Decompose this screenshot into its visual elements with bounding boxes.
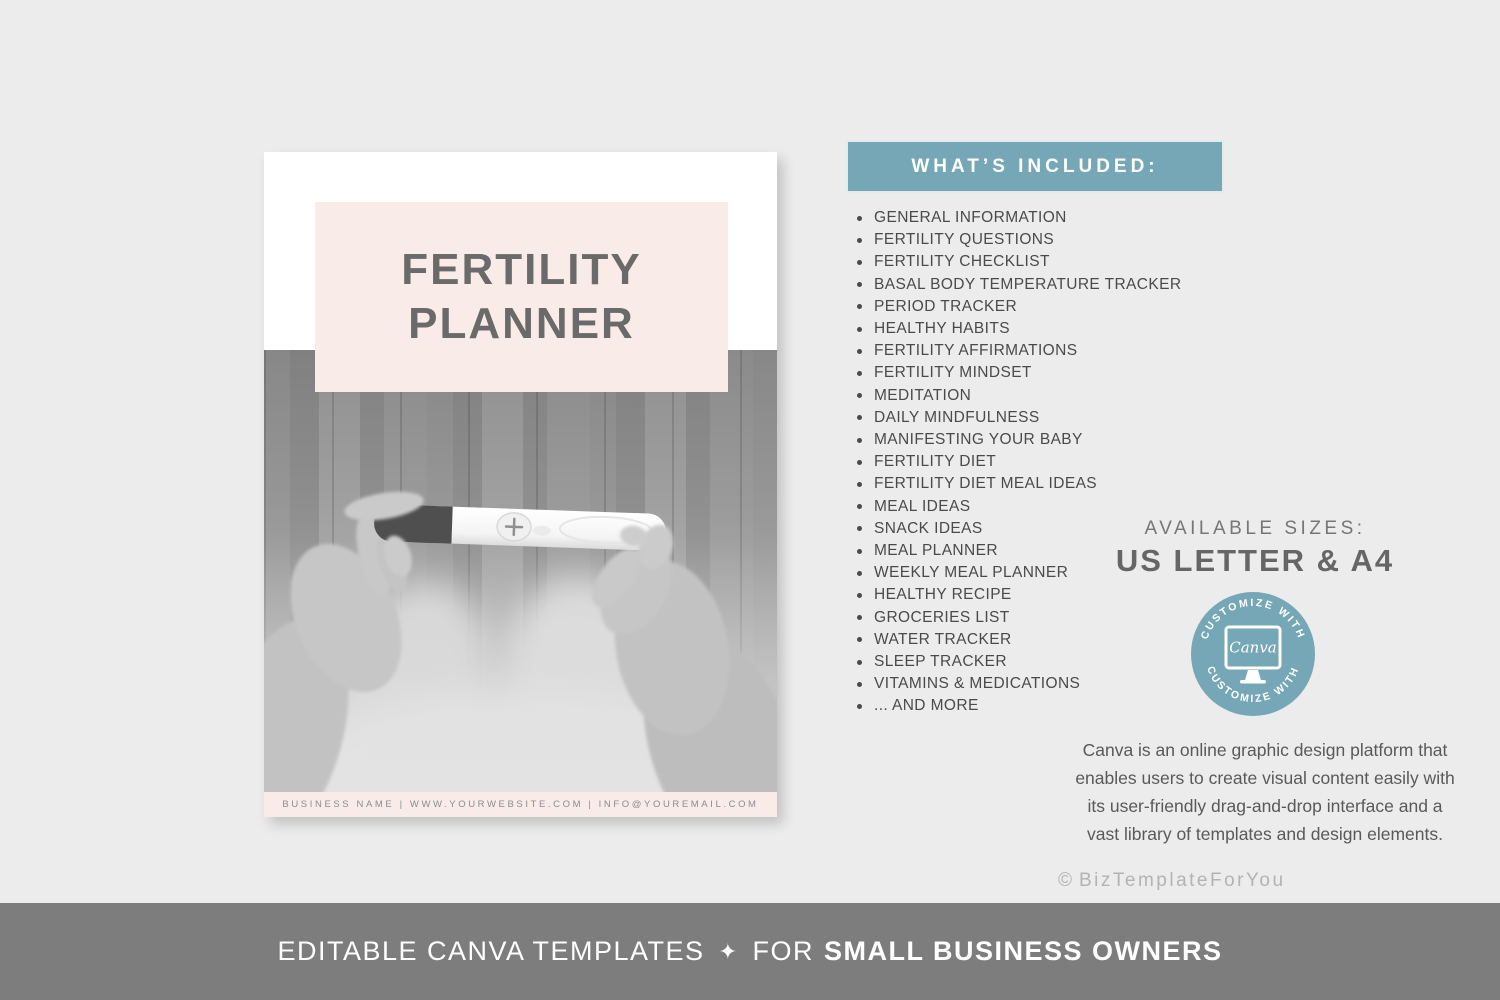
page-footer-bar — [0, 903, 1500, 1000]
cover-footer: BUSINESS NAME | WWW.YOURWEBSITE.COM | INFO@YOUREMAIL.COM — [264, 792, 777, 817]
cover-title-line1: FERTILITY — [401, 245, 642, 294]
planner-cover-mockup — [264, 152, 777, 817]
copyright-icon: © — [1058, 870, 1073, 891]
included-item: ... AND MORE — [857, 695, 1257, 717]
included-item: GROCERIES LIST — [857, 607, 1257, 629]
hands-pregnancy-test-illustration — [264, 350, 777, 792]
included-item: VITAMINS & MEDICATIONS — [857, 673, 1257, 695]
customize-with-canva-badge — [1191, 592, 1315, 716]
canva-description: Canva is an online graphic design platform that enables users to create visual content easily with its user-friendly drag-and-drop interface and a vast library of templates and design elements. — [1075, 740, 1455, 844]
included-item: FERTILITY DIET MEAL IDEAS — [857, 473, 1257, 495]
available-sizes-label: AVAILABLE SIZES: — [1144, 518, 1366, 539]
cover-photo — [264, 350, 777, 792]
badge-brand: Canva — [1229, 638, 1277, 657]
included-item: FERTILITY CHECKLIST — [857, 251, 1257, 273]
footer-text-mid: FOR — [752, 936, 815, 966]
included-item: MANIFESTING YOUR BABY — [857, 429, 1257, 451]
included-item: BASAL BODY TEMPERATURE TRACKER — [857, 274, 1257, 296]
included-item: WATER TRACKER — [857, 629, 1257, 651]
sparkle-icon: ✦ — [718, 938, 739, 964]
footer-text-bold: SMALL BUSINESS OWNERS — [824, 936, 1223, 966]
available-sizes — [1080, 518, 1430, 579]
copyright-name: BizTemplateForYou — [1079, 870, 1286, 891]
included-item: FERTILITY DIET — [857, 451, 1257, 473]
included-item: GENERAL INFORMATION — [857, 207, 1257, 229]
included-item: SNACK IDEAS — [857, 518, 1257, 540]
cover-title-box — [315, 202, 728, 392]
included-item: FERTILITY QUESTIONS — [857, 229, 1257, 251]
included-item: PERIOD TRACKER — [857, 296, 1257, 318]
included-item: HEALTHY HABITS — [857, 318, 1257, 340]
badge-text-top: CUSTOMIZE WITH — [1198, 596, 1308, 642]
included-item: HEALTHY RECIPE — [857, 584, 1257, 606]
available-sizes-value: US LETTER & A4 — [1115, 543, 1395, 578]
badge-text-bottom: CUSTOMIZE WITH — [1204, 664, 1302, 706]
included-item: MEAL PLANNER — [857, 540, 1257, 562]
included-item: WEEKLY MEAL PLANNER — [857, 562, 1257, 584]
cover-title-line2: PLANNER — [408, 299, 635, 348]
included-item: MEDITATION — [857, 385, 1257, 407]
whats-included-header: WHAT’S INCLUDED: — [846, 140, 1224, 193]
footer-text-left: EDITABLE CANVA TEMPLATES — [277, 936, 705, 966]
copyright — [1058, 870, 1286, 892]
included-item: FERTILITY MINDSET — [857, 362, 1257, 384]
included-item: SLEEP TRACKER — [857, 651, 1257, 673]
included-item: FERTILITY AFFIRMATIONS — [857, 340, 1257, 362]
pregnancy-test — [373, 504, 666, 551]
included-item: MEAL IDEAS — [857, 496, 1257, 518]
right-hand — [583, 533, 777, 792]
included-item: DAILY MINDFULNESS — [857, 407, 1257, 429]
